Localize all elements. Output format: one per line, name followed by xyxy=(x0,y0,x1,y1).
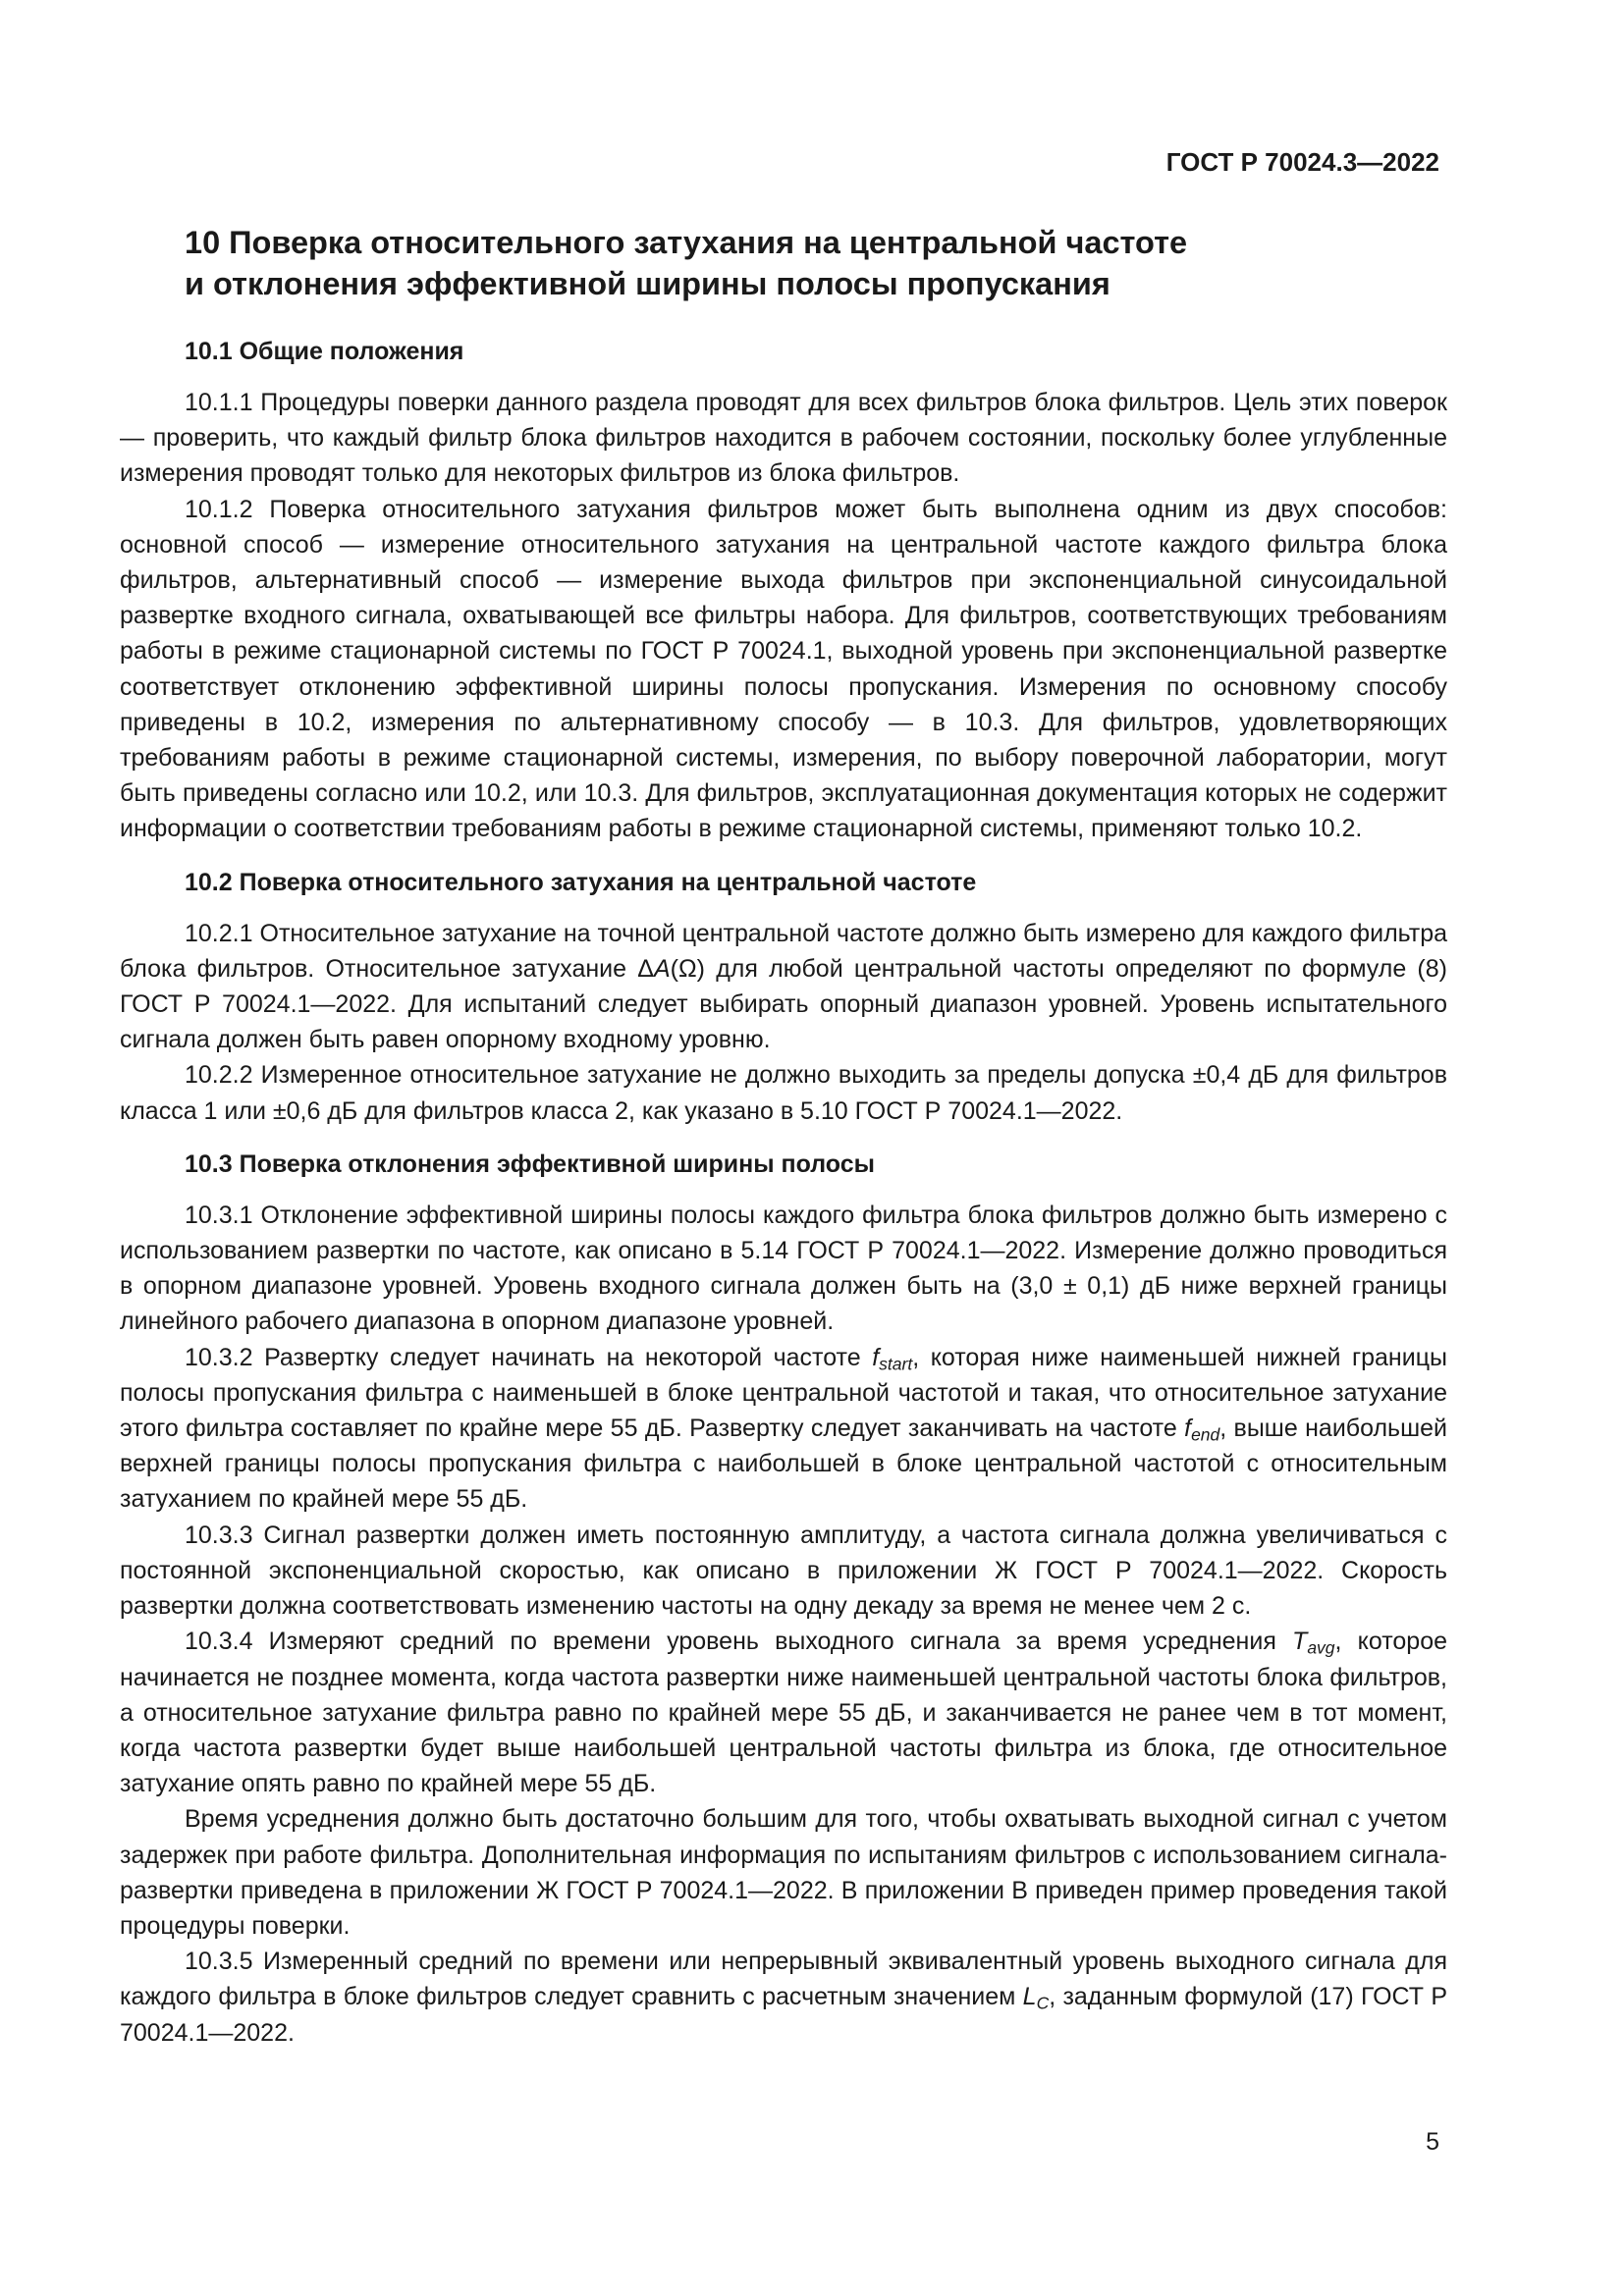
running-header: ГОСТ Р 70024.3—2022 xyxy=(1165,147,1439,177)
subsection-title-10-3: 10.3 Поверка отклонения эффективной ширины полосы xyxy=(185,1149,876,1178)
delta-symbol: Δ xyxy=(637,954,654,983)
page-content xyxy=(120,222,1447,2051)
f-end-symbol: $f_{end}$ xyxy=(1184,1415,1220,1445)
attenuation-symbol: A xyxy=(653,954,671,983)
section-title-line-1: 10 Поверка относительного затухания на центральной частоте xyxy=(185,225,1188,260)
section-title xyxy=(185,222,1447,304)
paragraph-10-1-1: 10.1.1 Процедуры поверки данного раздела проводят для всех фильтров блока фильтров. Цель этих поверок — проверить, что каждый фильтр блока фильтров находится в рабочем состоянии, поскольку более углубленные измерения проводят только для некоторых фильтров из блока фильтров. xyxy=(120,389,1447,488)
page-number: 5 xyxy=(1426,2128,1439,2156)
section-title-line-2: и отклонения эффективной ширины полосы пропускания xyxy=(185,266,1110,301)
f-start-symbol: $f_{start}$ xyxy=(872,1343,913,1374)
t-avg-symbol: $T_{avg}$ xyxy=(1292,1628,1335,1658)
paragraph-10-2-2: 10.2.2 Измеренное относительное затухание не должно выходить за пределы допуска ±0,4 дБ для фильтров класса 1 или ±0,6 дБ для фильтров класса 2, как указано в 5.10 ГОСТ Р 70024.1—2022. xyxy=(120,1061,1447,1125)
paragraph-10-1-2: 10.1.2 Поверка относительного затухания фильтров может быть выполнена одним из двух способов: основной способ — измерение относительного затухания на центральной частоте каждого фильтра блока фильтров, альтернативный способ — измерение выхода фильтров при экспоненциальной синусоидальной развертке входного сигнала, охватывающей все фильтры набора. Для фильтров, соответствующих требованиям работы в режиме стационарной системы по ГОСТ Р 70024.1, выходной уровень при экспоненциальной развертке соответствует отклонению эффективной ширины полосы пропускания. Измерения по основному способу приведены в 10.2, измерения по альтернативному способу — в 10.3. Для фильтров, удовлетворяющих требованиям работы в режиме стационарной системы, измерения, по выбору поверочной лаборатории, могут быть приведены согласно или 10.2, или 10.3. Для фильтров, эксплуатационная документация которых не содержит информации о соответствии требованиям работы в режиме стационарной системы, применяют только 10.2. xyxy=(120,495,1447,843)
subsection-title-10-1: 10.1 Общие положения xyxy=(185,338,464,365)
l-c-symbol: $L_C$ xyxy=(1022,1983,1050,2013)
paragraph-10-3-3: 10.3.3 Сигнал развертки должен иметь постоянную амплитуду, а частота сигнала должна увеличиваться с постоянной экспоненциальной скоростью, как описано в приложении Ж ГОСТ Р 70024.1—2022. Скорость развертки должна соответствовать изменению частоты на одну декаду за время не менее чем 2 с. xyxy=(120,1521,1447,1621)
paragraph-averaging-time: Время усреднения должно быть достаточно большим для того, чтобы охватывать выходной сигнал с учетом задержек при работе фильтра. Дополнительная информация по испытаниям фильтров с использованием сигнала-развертки приведена в приложении Ж ГОСТ Р 70024.1—2022. В приложении В приведен пример проведения такой процедуры поверки. xyxy=(120,1805,1447,1940)
paragraph-10-3-1: 10.3.1 Отклонение эффективной ширины полосы каждого фильтра блока фильтров должно быть измерено с использованием развертки по частоте, как описано в 5.14 ГОСТ Р 70024.1—2022. Измерение должно проводиться в опорном диапазоне уровней. Уровень входного сигнала должен быть на (3,0 ± 0,1) дБ ниже верхней границы линейного рабочего диапазона в опорном диапазоне уровней. xyxy=(120,1201,1447,1336)
omega-argument: (Ω) xyxy=(670,954,705,983)
paragraph-10-2-1: 10.2.1 Относительное затухание на точной центральной частоте должно быть измерено для каждого фильтра блока фильтров. Относительное затухание ΔA(Ω) для любой центральной частоты определяют по формуле (8) ГОСТ Р 70024.1—2022. Для испытаний следует выбирать опорный диапазон уровней. Уровень испытательного сигнала должен быть равен опорному входному уровню. xyxy=(120,919,1447,1054)
paragraph-10-3-4: 10.3.4 Измеряют средний по времени уровень выходного сигнала за время усреднения $T_{avg}$, которое начинается не позднее момента, когда частота развертки ниже наименьшей центральной частоты блока фильтров, а относительное затухание фильтра равно по крайней мере 55 дБ, и заканчивается не ранее чем в тот момент, когда частота развертки будет выше наибольшей центральной частоты фильтра из блока, где относительное затухание опять равно по крайней мере 55 дБ. xyxy=(120,1628,1447,1798)
subsection-title-10-2: 10.2 Поверка относительного затухания на центральной частоте xyxy=(185,868,977,896)
paragraph-10-3-2: 10.3.2 Развертку следует начинать на некоторой частоте $f_{start}$, которая ниже наименьшей нижней границы полосы пропускания фильтра с наименьшей в блоке центральной частотой и такая, что относительное затухание этого фильтра составляет по крайне мере 55 дБ. Развертку следует заканчивать на частоте $f_{end}$, выше наибольшей верхней границы полосы пропускания фильтра с наибольшей в блоке центральной частотой с относительным затуханием по крайней мере 55 дБ. xyxy=(120,1343,1448,1514)
paragraph-10-3-5: 10.3.5 Измеренный средний по времени или непрерывный эквивалентный уровень выходного сигнала для каждого фильтра в блоке фильтров следует сравнить с расчетным значением $L_C$, заданным формулой (17) ГОСТ Р 70024.1—2022. xyxy=(120,1948,1447,2047)
